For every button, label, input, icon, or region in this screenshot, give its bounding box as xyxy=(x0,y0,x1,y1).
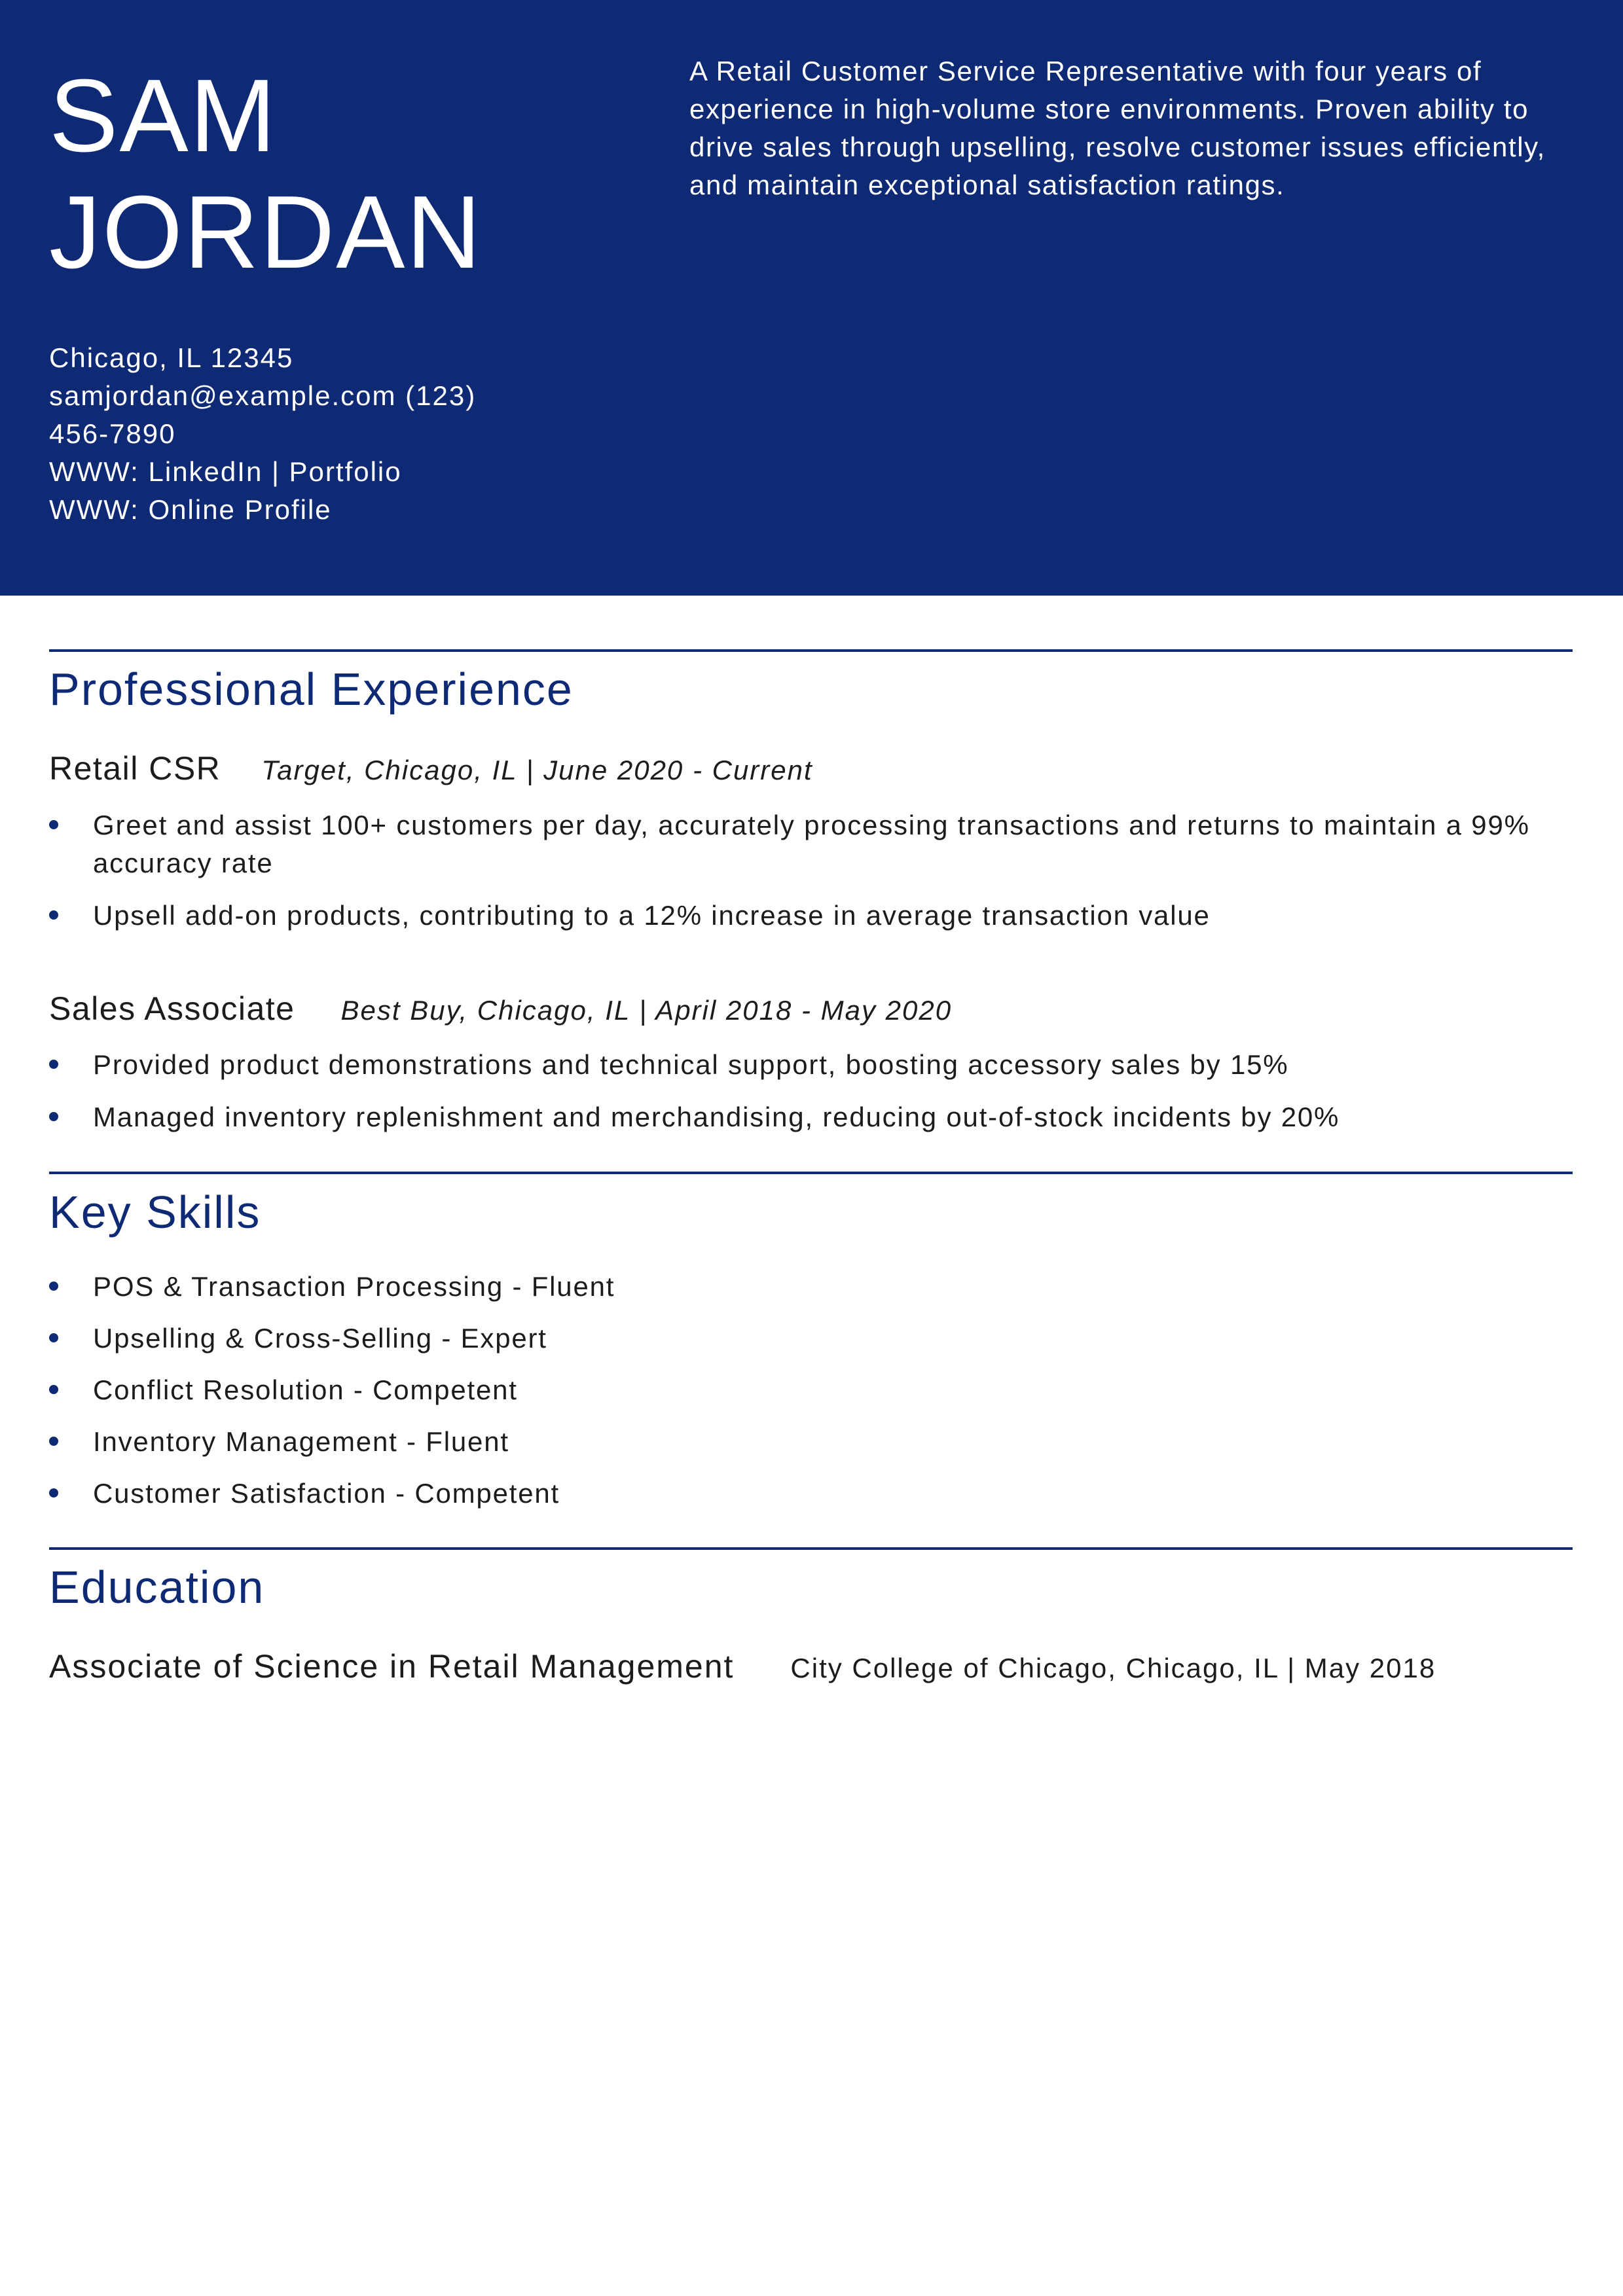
bullet-dot xyxy=(49,1060,58,1069)
list-item xyxy=(49,1475,1573,1513)
job-meta xyxy=(340,995,952,1026)
contact-www-links: WWW: LinkedIn | Portfolio xyxy=(49,456,402,487)
contact-city: Chicago, IL 12345 xyxy=(49,342,294,373)
bullet-text: Greet and assist 100+ customers per day, accurately processing transactions and returns to maintain a 99% accuracy rate xyxy=(93,810,1530,878)
contact-www-profile: WWW: Online Profile xyxy=(49,494,332,525)
experience-divider xyxy=(49,649,1573,652)
job-header xyxy=(49,990,952,1028)
education-degree: Associate of Science in Retail Management xyxy=(49,1648,735,1685)
job-meta xyxy=(261,755,812,785)
skill-text: POS & Transaction Processing - Fluent xyxy=(93,1271,615,1302)
resume-header xyxy=(0,0,1623,596)
candidate-name xyxy=(49,58,483,291)
skill-text: Upselling & Cross-Selling - Expert xyxy=(93,1323,547,1354)
bullet-dot xyxy=(49,1488,58,1498)
job-bullets xyxy=(49,806,1573,935)
experience-section-title: Professional Experience xyxy=(49,664,574,715)
education-divider xyxy=(49,1547,1573,1550)
education-school-meta: City College of Chicago, Chicago, IL | May 2018 xyxy=(790,1653,1436,1683)
list-item xyxy=(49,1371,1573,1409)
bullet-text: Provided product demonstrations and technical support, boosting accessory sales by 15% xyxy=(93,1049,1289,1080)
job-location-dates: , Chicago, IL | June 2020 - Current xyxy=(346,755,813,785)
job-employer: Best Buy xyxy=(340,995,460,1026)
bullet-dot xyxy=(49,1282,58,1291)
skill-text: Conflict Resolution - Competent xyxy=(93,1374,518,1405)
list-item xyxy=(49,1319,1573,1357)
contact-email-phone: samjordan@example.com (123) xyxy=(49,380,477,411)
bullet-dot xyxy=(49,1385,58,1394)
job-role: Retail CSR xyxy=(49,750,221,787)
skill-text: Inventory Management - Fluent xyxy=(93,1426,509,1457)
bullet-dot xyxy=(49,910,58,920)
skills-list xyxy=(49,1268,1573,1513)
bullet-dot xyxy=(49,820,58,829)
job-role: Sales Associate xyxy=(49,990,295,1027)
bullet-text: Upsell add-on products, contributing to a 12% increase in average transaction value xyxy=(93,900,1211,931)
job-employer: Target xyxy=(261,755,346,785)
professional-summary: A Retail Customer Service Representative with four years of experience in high-volume store environments. Proven ability to drive sales through upselling, resolve customer issues efficiently, and maintain exceptional satisfaction ratings. xyxy=(689,56,1546,200)
bullet-text: Managed inventory replenishment and merchandising, reducing out-of-stock incidents by 20% xyxy=(93,1102,1340,1132)
list-item xyxy=(49,1423,1573,1461)
list-item xyxy=(49,1098,1573,1136)
last-name: JORDAN xyxy=(49,175,483,290)
education-section-title: Education xyxy=(49,1562,265,1613)
first-name: SAM xyxy=(49,58,278,173)
education-entry xyxy=(49,1647,1436,1685)
job-location-dates: , Chicago, IL | April 2018 - May 2020 xyxy=(459,995,953,1026)
list-item xyxy=(49,1046,1573,1084)
skill-text: Customer Satisfaction - Competent xyxy=(93,1478,560,1509)
contact-phone-continued: 456-7890 xyxy=(49,418,176,449)
skills-divider xyxy=(49,1172,1573,1174)
skills-section-title: Key Skills xyxy=(49,1187,261,1238)
list-item xyxy=(49,897,1573,935)
list-item xyxy=(49,806,1559,882)
bullet-dot xyxy=(49,1437,58,1446)
job-header xyxy=(49,749,813,787)
bullet-dot xyxy=(49,1112,58,1121)
job-bullets xyxy=(49,1046,1573,1136)
bullet-dot xyxy=(49,1333,58,1342)
list-item xyxy=(49,1268,1573,1306)
contact-info xyxy=(49,339,547,529)
